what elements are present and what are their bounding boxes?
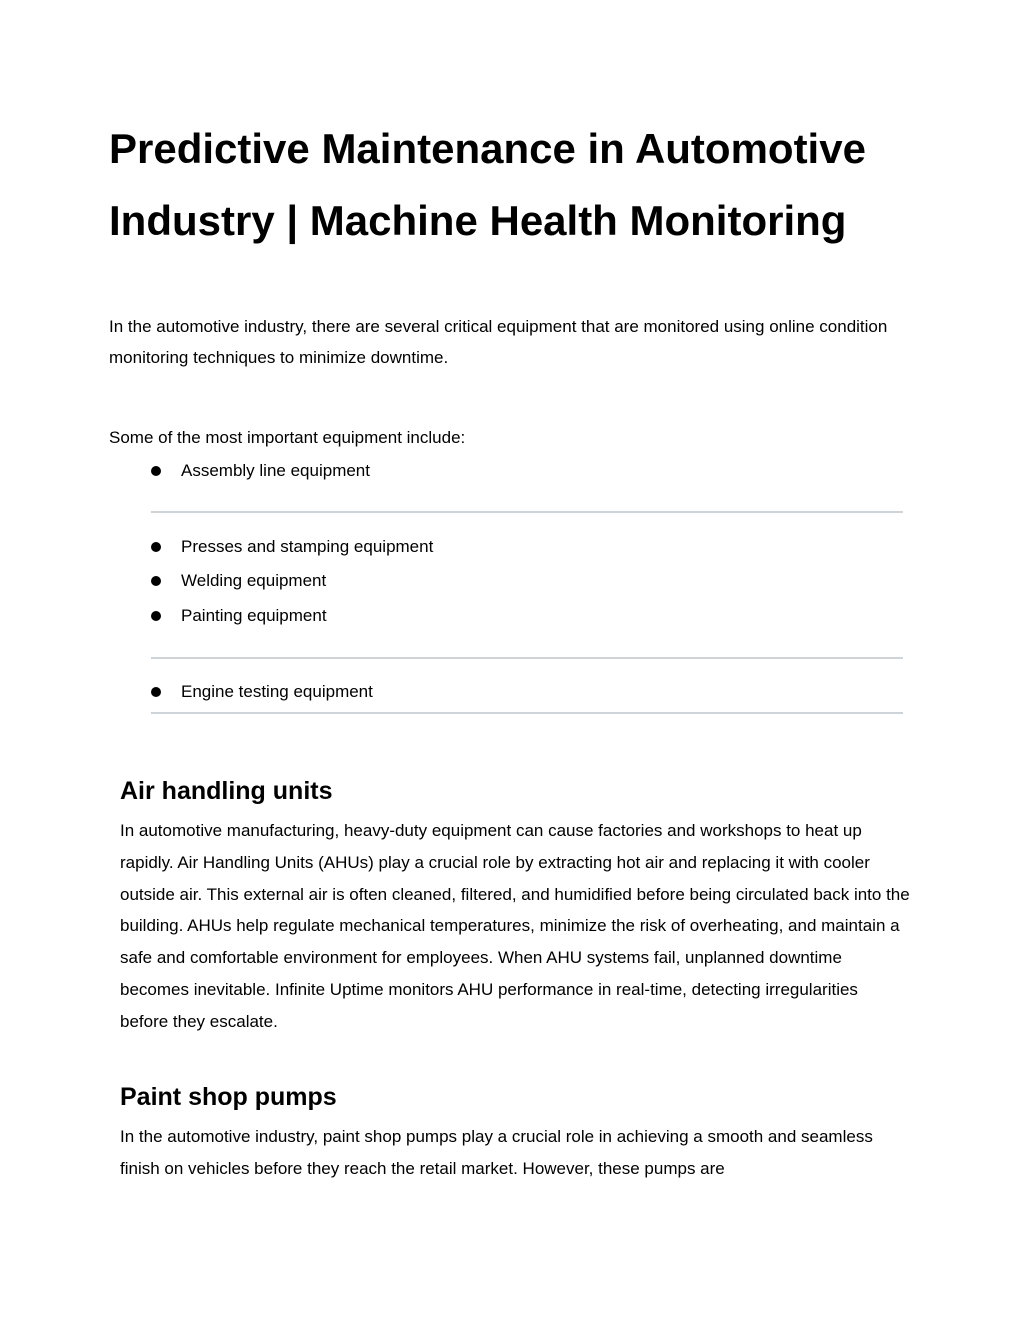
divider — [151, 712, 903, 714]
divider — [151, 511, 903, 513]
list-item-label: Assembly line equipment — [181, 461, 370, 480]
bullet-icon — [151, 687, 161, 697]
document-title: Predictive Maintenance in Automotive Industry | Machine Health Monitoring — [109, 125, 866, 244]
bullet-icon — [151, 576, 161, 586]
list-item — [151, 566, 326, 596]
section-heading-air-handling-units: Air handling units — [120, 777, 333, 805]
list-item — [151, 677, 373, 707]
intro-paragraph: In the automotive industry, there are several critical equipment that are monitored using online condition monitoring techniques to minimize downtime. — [109, 317, 888, 367]
section-body-paint-shop-pumps: In the automotive industry, paint shop pumps play a crucial role in achieving a smooth and seamless finish on vehicles before they reach the retail market. However, these pumps are — [120, 1127, 873, 1178]
bullet-icon — [151, 466, 161, 476]
section-body-air-handling-units: In automotive manufacturing, heavy-duty equipment can cause factories and workshops to heat up rapidly. Air Handling Units (AHUs) play a crucial role by extracting hot air and replacing it with cooler outside air. This external air is often cleaned, filtered, and humidified before being circulated back into the building. AHUs help regulate mechanical temperatures, minimize the risk of overheating, and maintain a safe and comfortable environment for employees. When AHU systems fail, unplanned downtime becomes inevitable. Infinite Uptime monitors AHU performance in real-time, detecting irregularities before they escalate. — [120, 821, 910, 1031]
list-item — [151, 532, 433, 562]
list-item-label: Presses and stamping equipment — [181, 537, 434, 556]
bullet-icon — [151, 542, 161, 552]
list-item-label: Painting equipment — [181, 606, 327, 625]
section-heading-paint-shop-pumps: Paint shop pumps — [120, 1083, 337, 1111]
list-item — [151, 601, 327, 631]
list-item-label: Welding equipment — [181, 571, 327, 590]
list-item — [151, 456, 370, 486]
equipment-list-lead: Some of the most important equipment include: — [109, 428, 466, 447]
list-item-label: Engine testing equipment — [181, 682, 373, 701]
bullet-icon — [151, 611, 161, 621]
divider — [151, 657, 903, 659]
